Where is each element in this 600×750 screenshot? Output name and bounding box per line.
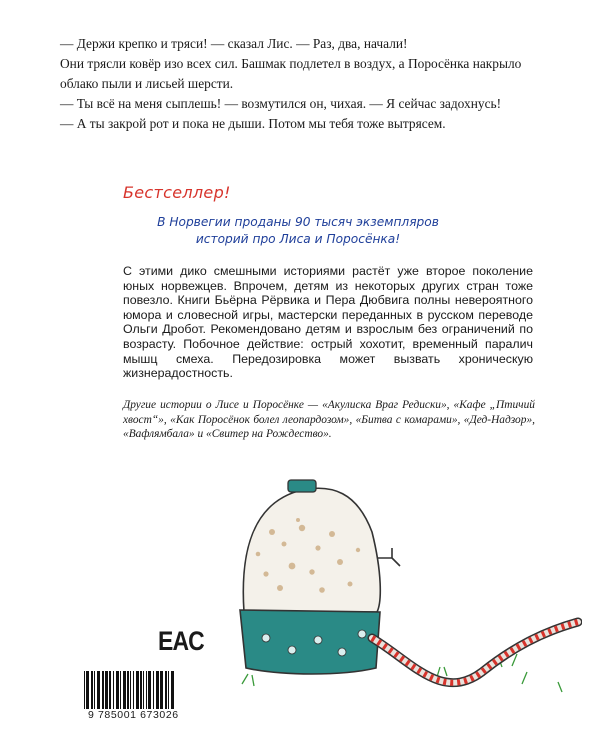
excerpt-line: Они трясли ковёр изо всех сил. Башмак подлетел в воздух, а Поросёнка накрыло облако пыли и лисьей шерсти. [60,56,522,91]
barcode-bar [133,671,134,709]
barcode-bar [102,671,104,709]
book-blurb [123,264,533,381]
excerpt-line: — А ты закрой рот и пока не дыши. Потом мы тебя тоже вытрясем. [60,116,446,131]
barcode-bar [165,671,167,709]
story-excerpt [60,34,530,134]
excerpt-line: — Держи крепко и тряси! — сказал Лис. — Раз, два, начали! [60,36,408,51]
barcode-bar [97,671,100,709]
barcode-bar [120,671,121,709]
barcode-bar [160,671,163,709]
barcode-bar [143,671,144,709]
barcode-bar [91,671,93,709]
barcode-bar [94,671,95,709]
eac-certification-mark: EAC [158,626,204,656]
barcode-bar [123,671,126,709]
vacuum-base [240,610,380,674]
barcode-bar [168,671,169,709]
isbn-number: 9 785001 673026 [88,709,179,721]
vacuum-handle [378,548,400,566]
barcode-bar [148,671,151,709]
barcode-bar [153,671,154,709]
blurb-text: С этими дико смешными историями растёт уже второе поколение юных норвежцев. Впрочем, детям из некоторых других стран тоже повезло. Книги Бьёрна Рёрвика и Пера Дюбвига полны невероятного юмора и словесной игры, мастерски переданных в русском переводе Ольги Дробот. Рекомендовано детям и взрослым без ограничений по возрасту. Побочное действие: острый хохотит, временный паралич мышц смеха. Передозировка может вызвать хроническую жизнерадостность. [123,264,533,381]
barcode-bar [116,671,119,709]
barcode-bar [84,671,85,709]
barcode-bar [109,671,111,709]
barcode-bar [127,671,129,709]
barcode-bar [86,671,89,709]
bestseller-heading: Бестселлер! [123,183,231,202]
vacuum-cleaner-drawing [222,462,582,712]
norway-sales-note: В Норвегии проданы 90 тысяч экземпляров историй про Лиса и Поросёнка! [157,215,439,246]
barcode-bar [113,671,114,709]
barcode-bar [105,671,108,709]
other-stories-list: Другие истории о Лисе и Поросёнке — «Акулиска Враг Редиски», «Кафе „Птичий хвост“», «Как Поросёнок болел леопардозом», «Битва с комарами», «Дед-Надзор», «Вафлямбала» и «Свитер на Рождество». [123,399,535,440]
barcode-bar [136,671,139,709]
barcode-bar [140,671,142,709]
barcode-bar [156,671,159,709]
excerpt-line: — Ты всё на меня сыплешь! — возмутился он, чихая. — Я сейчас задохнусь! [60,96,502,111]
barcode-bar [171,671,174,709]
barcode-bar [146,671,147,709]
vacuum-lid [288,480,316,492]
barcode-bar [130,671,131,709]
isbn-barcode [82,671,218,709]
